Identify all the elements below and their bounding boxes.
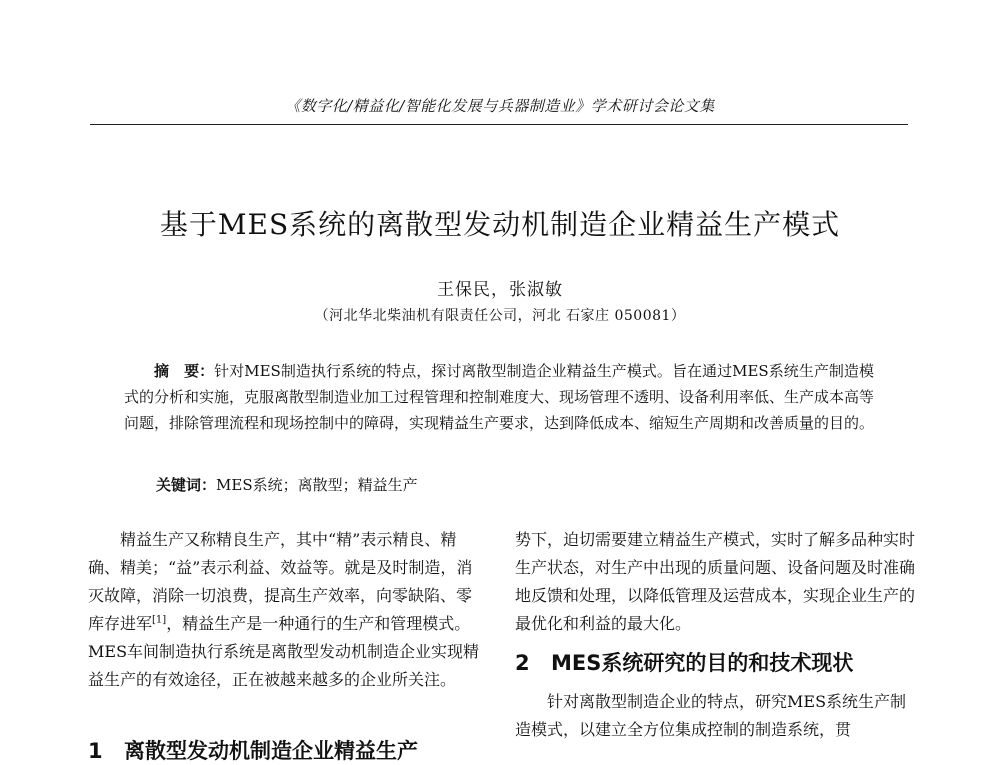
header-rule	[90, 124, 908, 125]
authors: 王保民，张淑敏	[437, 280, 563, 300]
abstract-text: 针对MES制造执行系统的特点，探讨离散型制造企业精益生产模式。旨在通过MES系统生产制造模式的分析和实施，克服离散型制造业加工过程管理和控制难度大、现场管理不透明、设备利用率低、生产成本高等问题，排除管理流程和现场控制中的障碍，实现精益生产要求，达到降低成本、缩短生产周期和改善质量的目的。	[124, 362, 875, 432]
abstract-label: 摘 要：	[154, 362, 215, 380]
abstract	[124, 358, 874, 436]
section-1-number: 1	[88, 739, 103, 763]
section-1-title: 离散型发动机制造企业精益生产	[124, 739, 418, 763]
section-1-heading	[88, 735, 418, 765]
left-column	[88, 526, 486, 694]
paper-title: 基于MES系统的离散型发动机制造企业精益生产模式	[159, 208, 841, 241]
section-2-heading	[515, 648, 915, 678]
right-paragraph-1: 势下，迫切需要建立精益生产模式，实时了解多品种实时生产状态，对生产中出现的质量问题、设备问题及时准确地反馈和处理，以降低管理及运营成本，实现企业生产的最优化和利益的最大化。	[515, 530, 916, 633]
keywords-label: 关键词：	[156, 476, 217, 494]
right-paragraph-2: 针对离散型制造企业的特点，研究MES系统生产制造模式，以建立全方位集成控制的制造系统，贯	[515, 692, 907, 739]
affiliation: （河北华北柴油机有限责任公司，河北 石家庄 050081）	[314, 308, 686, 324]
left-paragraph-1-text-a: 精益生产又称精良生产，其中“精”表示精良、精确、精美；“益”表示利益、效益等。就是及时制造，消灭故障，消除一切浪费，提高生产效率，向零缺陷、零库存进军	[88, 530, 473, 633]
keywords	[156, 474, 418, 495]
left-paragraph-1	[88, 526, 486, 694]
section-2-number: 2	[515, 651, 530, 675]
left-paragraph-1-text-b: ，精益生产是一种通行的生产和管理模式。MES车间制造执行系统是离散型发动机制造企业实现精益生产的有效途径，正在被越来越多的企业所关注。	[88, 614, 480, 689]
running-header: 《数字化/精益化/智能化发展与兵器制造业》学术研讨会论文集	[285, 97, 715, 115]
keywords-text: MES系统；离散型；精益生产	[216, 476, 418, 494]
right-column	[515, 526, 915, 744]
citation-ref: [1]	[152, 614, 167, 626]
section-2-title: MES系统研究的目的和技术现状	[551, 651, 854, 675]
